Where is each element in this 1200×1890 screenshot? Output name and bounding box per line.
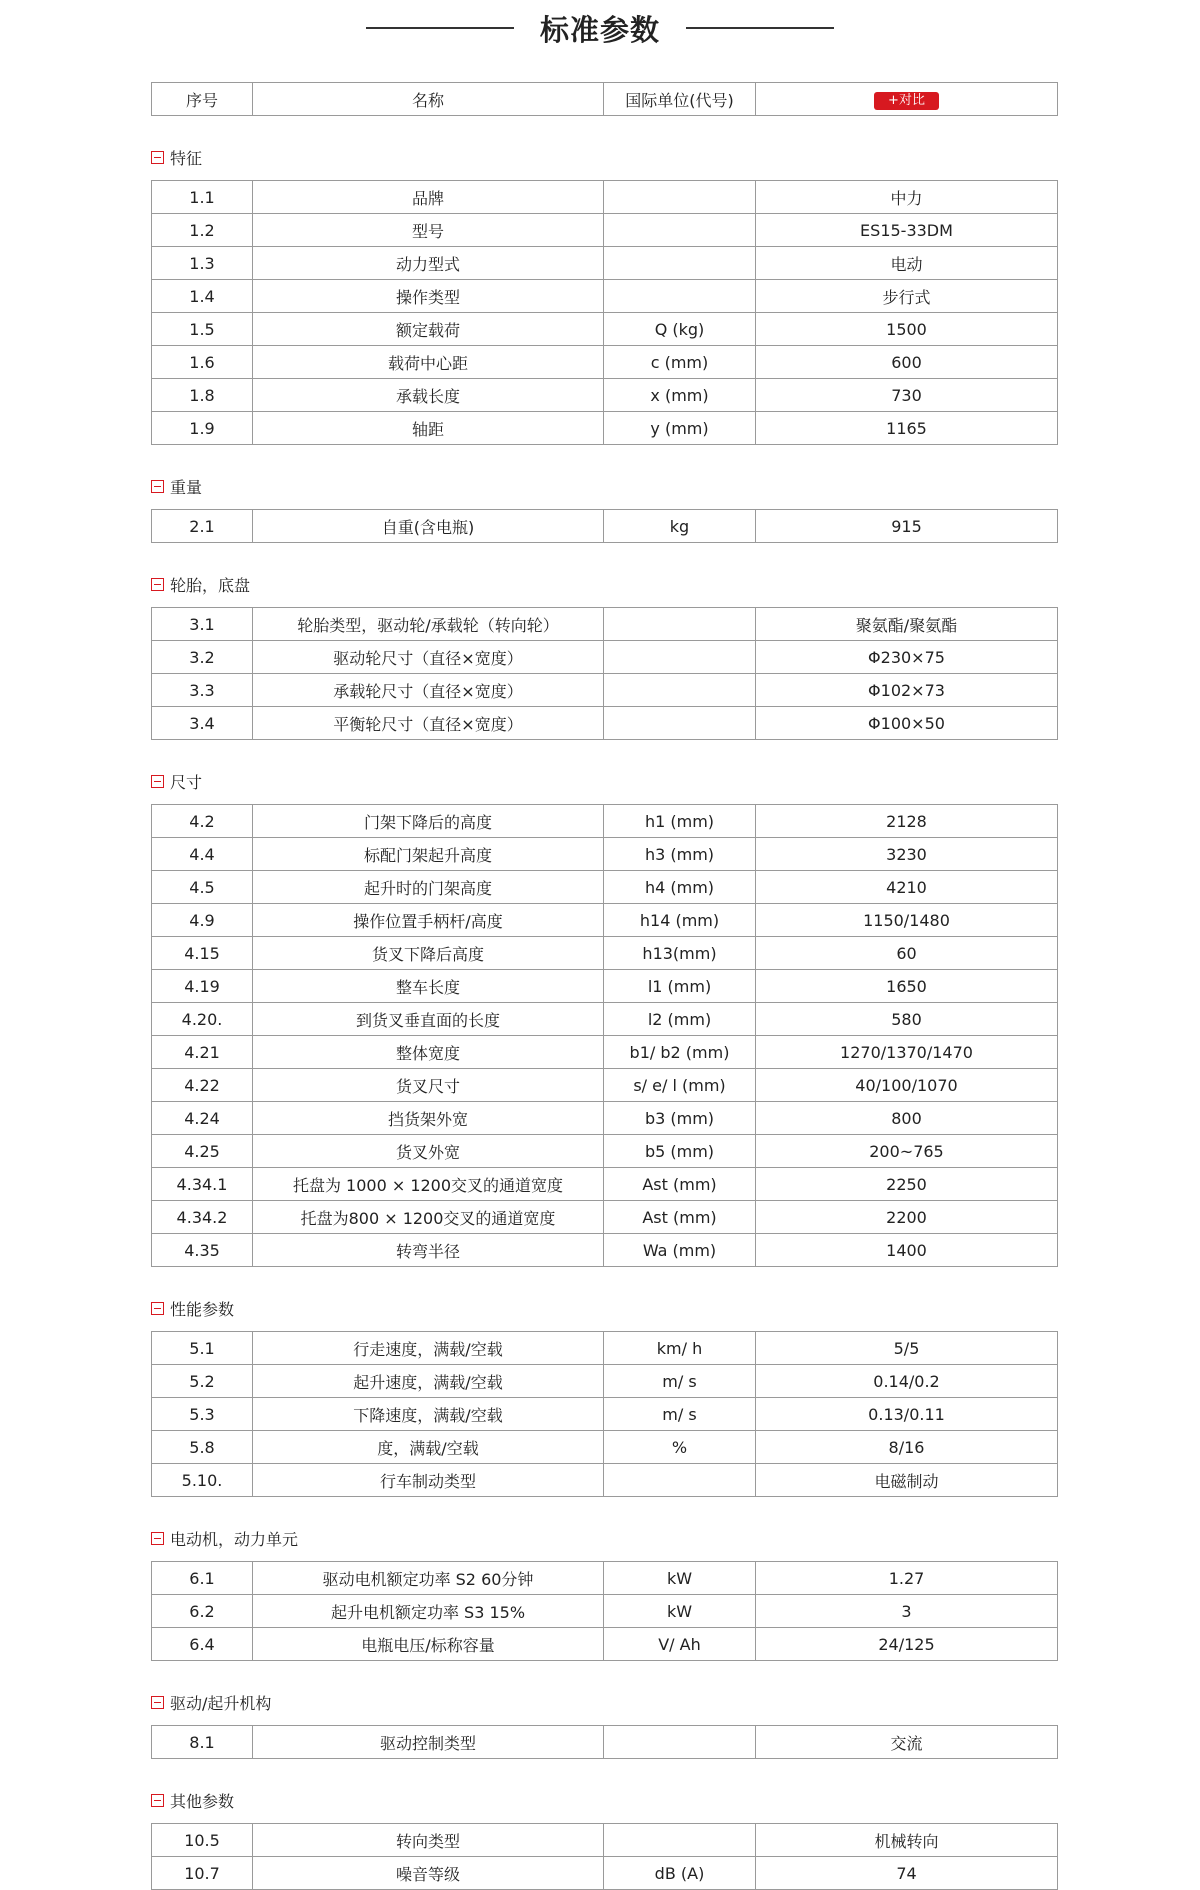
cell-no: 1.9: [152, 412, 253, 445]
spec-table: [151, 180, 1058, 445]
section-header[interactable]: [151, 1524, 1057, 1552]
cell-unit: Q (kg): [604, 313, 756, 346]
cell-name: 额定载荷: [253, 313, 604, 346]
cell-name: 品牌: [253, 181, 604, 214]
cell-unit: b5 (mm): [604, 1135, 756, 1168]
cell-value: ES15-33DM: [756, 214, 1058, 247]
cell-no: 4.15: [152, 937, 253, 970]
cell-no: 5.8: [152, 1431, 253, 1464]
cell-name: 货叉尺寸: [253, 1069, 604, 1102]
section-header[interactable]: [151, 570, 1057, 598]
cell-value: Φ102×73: [756, 674, 1058, 707]
section-header[interactable]: [151, 1688, 1057, 1716]
cell-name: 行车制动类型: [253, 1464, 604, 1497]
cell-name: 门架下降后的高度: [253, 805, 604, 838]
cell-unit: [604, 181, 756, 214]
cell-value: Φ100×50: [756, 707, 1058, 740]
table-row: [152, 1595, 1058, 1628]
cell-no: 6.1: [152, 1562, 253, 1595]
cell-no: 4.9: [152, 904, 253, 937]
cell-unit: [604, 280, 756, 313]
section-title: 其他参数: [170, 1791, 235, 1811]
header-col-name: 名称: [253, 83, 604, 116]
cell-name: 操作位置手柄杆/高度: [253, 904, 604, 937]
cell-name: 挡货架外宽: [253, 1102, 604, 1135]
spec-sections: [151, 143, 1057, 1890]
cell-name: 载荷中心距: [253, 346, 604, 379]
cell-name: 下降速度，满载/空载: [253, 1398, 604, 1431]
cell-no: 10.5: [152, 1824, 253, 1857]
cell-unit: km/ h: [604, 1332, 756, 1365]
cell-unit: kg: [604, 510, 756, 543]
cell-name: 行走速度，满载/空载: [253, 1332, 604, 1365]
cell-name: 操作类型: [253, 280, 604, 313]
collapse-minus-icon[interactable]: [151, 1794, 164, 1807]
cell-unit: l1 (mm): [604, 970, 756, 1003]
collapse-minus-icon[interactable]: [151, 1532, 164, 1545]
table-row: [152, 1036, 1058, 1069]
cell-name: 转向类型: [253, 1824, 604, 1857]
cell-no: 2.1: [152, 510, 253, 543]
cell-value: Φ230×75: [756, 641, 1058, 674]
cell-value: 40/100/1070: [756, 1069, 1058, 1102]
header-col-compare: [756, 83, 1058, 116]
table-row: [152, 937, 1058, 970]
cell-unit: h3 (mm): [604, 838, 756, 871]
cell-unit: [604, 641, 756, 674]
cell-name: 起升时的门架高度: [253, 871, 604, 904]
cell-name: 托盘为 1000 × 1200交叉的通道宽度: [253, 1168, 604, 1201]
cell-value: 电动: [756, 247, 1058, 280]
spec-table: [151, 1331, 1058, 1497]
cell-value: 3: [756, 1595, 1058, 1628]
cell-unit: l2 (mm): [604, 1003, 756, 1036]
table-row: [152, 412, 1058, 445]
cell-unit: b1/ b2 (mm): [604, 1036, 756, 1069]
cell-no: 3.2: [152, 641, 253, 674]
cell-name: 承载轮尺寸（直径×宽度）: [253, 674, 604, 707]
collapse-minus-icon[interactable]: [151, 151, 164, 164]
cell-name: 电瓶电压/标称容量: [253, 1628, 604, 1661]
cell-value: 200~765: [756, 1135, 1058, 1168]
spec-table: [151, 1725, 1058, 1759]
cell-unit: m/ s: [604, 1365, 756, 1398]
section-header[interactable]: [151, 472, 1057, 500]
cell-unit: Ast (mm): [604, 1201, 756, 1234]
cell-name: 噪音等级: [253, 1857, 604, 1890]
section-header[interactable]: [151, 1786, 1057, 1814]
cell-value: 60: [756, 937, 1058, 970]
spec-header-row: [152, 83, 1058, 116]
cell-name: 托盘为800 × 1200交叉的通道宽度: [253, 1201, 604, 1234]
cell-no: 4.19: [152, 970, 253, 1003]
cell-name: 起升速度，满载/空载: [253, 1365, 604, 1398]
section-title: 特征: [170, 148, 203, 168]
table-row: [152, 379, 1058, 412]
table-row: [152, 1628, 1058, 1661]
cell-unit: y (mm): [604, 412, 756, 445]
cell-value: 聚氨酯/聚氨酯: [756, 608, 1058, 641]
cell-value: 1.27: [756, 1562, 1058, 1595]
table-row: [152, 1234, 1058, 1267]
table-row: [152, 1168, 1058, 1201]
cell-unit: kW: [604, 1562, 756, 1595]
cell-unit: s/ e/ l (mm): [604, 1069, 756, 1102]
cell-value: 915: [756, 510, 1058, 543]
cell-value: 0.13/0.11: [756, 1398, 1058, 1431]
cell-no: 8.1: [152, 1726, 253, 1759]
cell-name: 轮胎类型，驱动轮/承载轮（转向轮）: [253, 608, 604, 641]
cell-name: 整体宽度: [253, 1036, 604, 1069]
table-row: [152, 1464, 1058, 1497]
section-title: 重量: [170, 477, 203, 497]
table-row: [152, 181, 1058, 214]
collapse-minus-icon[interactable]: [151, 1696, 164, 1709]
compare-button[interactable]: +对比: [874, 92, 939, 110]
cell-name: 起升电机额定功率 S3 15%: [253, 1595, 604, 1628]
cell-name: 整车长度: [253, 970, 604, 1003]
cell-no: 3.4: [152, 707, 253, 740]
table-row: [152, 970, 1058, 1003]
cell-no: 1.5: [152, 313, 253, 346]
cell-name: 驱动电机额定功率 S2 60分钟: [253, 1562, 604, 1595]
cell-value: 机械转向: [756, 1824, 1058, 1857]
spec-table: [151, 804, 1058, 1267]
cell-value: 1500: [756, 313, 1058, 346]
section-title: 尺寸: [170, 772, 203, 792]
title-left-rule: [366, 27, 514, 29]
cell-name: 标配门架起升高度: [253, 838, 604, 871]
table-row: [152, 510, 1058, 543]
cell-unit: h4 (mm): [604, 871, 756, 904]
cell-no: 4.22: [152, 1069, 253, 1102]
table-row: [152, 1201, 1058, 1234]
table-row: [152, 1332, 1058, 1365]
collapse-minus-icon[interactable]: [151, 1302, 164, 1315]
cell-unit: [604, 1726, 756, 1759]
table-row: [152, 1102, 1058, 1135]
cell-value: 2250: [756, 1168, 1058, 1201]
cell-value: 1150/1480: [756, 904, 1058, 937]
table-row: [152, 608, 1058, 641]
cell-name: 货叉外宽: [253, 1135, 604, 1168]
table-row: [152, 674, 1058, 707]
cell-value: 3230: [756, 838, 1058, 871]
table-row: [152, 805, 1058, 838]
cell-value: 中力: [756, 181, 1058, 214]
cell-unit: %: [604, 1431, 756, 1464]
cell-unit: [604, 608, 756, 641]
cell-value: 2128: [756, 805, 1058, 838]
cell-no: 5.2: [152, 1365, 253, 1398]
cell-name: 驱动轮尺寸（直径×宽度）: [253, 641, 604, 674]
table-row: [152, 1135, 1058, 1168]
cell-no: 3.3: [152, 674, 253, 707]
cell-no: 4.24: [152, 1102, 253, 1135]
table-row: [152, 280, 1058, 313]
cell-no: 1.2: [152, 214, 253, 247]
cell-no: 1.8: [152, 379, 253, 412]
spec-table: [151, 607, 1058, 740]
cell-unit: dB (A): [604, 1857, 756, 1890]
cell-value: 24/125: [756, 1628, 1058, 1661]
cell-name: 到货叉垂直面的长度: [253, 1003, 604, 1036]
cell-unit: [604, 214, 756, 247]
table-row: [152, 1824, 1058, 1857]
cell-value: 8/16: [756, 1431, 1058, 1464]
cell-value: 1270/1370/1470: [756, 1036, 1058, 1069]
spec-header-table: [151, 82, 1058, 116]
table-row: [152, 313, 1058, 346]
cell-no: 5.10.: [152, 1464, 253, 1497]
cell-value: 步行式: [756, 280, 1058, 313]
table-row: [152, 641, 1058, 674]
cell-name: 承载长度: [253, 379, 604, 412]
cell-unit: V/ Ah: [604, 1628, 756, 1661]
cell-no: 5.1: [152, 1332, 253, 1365]
cell-value: 600: [756, 346, 1058, 379]
collapse-minus-icon[interactable]: [151, 480, 164, 493]
cell-value: 2200: [756, 1201, 1058, 1234]
cell-name: 轴距: [253, 412, 604, 445]
table-row: [152, 214, 1058, 247]
section-title: 驱动/起升机构: [170, 1693, 272, 1713]
cell-value: 1650: [756, 970, 1058, 1003]
collapse-minus-icon[interactable]: [151, 775, 164, 788]
cell-name: 度，满载/空载: [253, 1431, 604, 1464]
cell-unit: x (mm): [604, 379, 756, 412]
table-row: [152, 1431, 1058, 1464]
spec-table: [151, 509, 1058, 543]
page-header: [0, 0, 1200, 56]
cell-no: 10.7: [152, 1857, 253, 1890]
cell-value: 1400: [756, 1234, 1058, 1267]
table-row: [152, 871, 1058, 904]
section-header[interactable]: [151, 1294, 1057, 1322]
cell-unit: h1 (mm): [604, 805, 756, 838]
cell-no: 1.3: [152, 247, 253, 280]
table-row: [152, 1003, 1058, 1036]
cell-no: 4.21: [152, 1036, 253, 1069]
cell-name: 转弯半径: [253, 1234, 604, 1267]
cell-name: 驱动控制类型: [253, 1726, 604, 1759]
cell-value: 交流: [756, 1726, 1058, 1759]
cell-unit: kW: [604, 1595, 756, 1628]
cell-no: 4.20.: [152, 1003, 253, 1036]
cell-no: 3.1: [152, 608, 253, 641]
cell-no: 4.5: [152, 871, 253, 904]
table-row: [152, 247, 1058, 280]
cell-unit: b3 (mm): [604, 1102, 756, 1135]
cell-unit: m/ s: [604, 1398, 756, 1431]
table-row: [152, 1857, 1058, 1890]
table-row: [152, 1562, 1058, 1595]
cell-name: 型号: [253, 214, 604, 247]
table-row: [152, 1398, 1058, 1431]
cell-no: 1.4: [152, 280, 253, 313]
cell-value: 电磁制动: [756, 1464, 1058, 1497]
cell-unit: Ast (mm): [604, 1168, 756, 1201]
cell-value: 74: [756, 1857, 1058, 1890]
cell-unit: [604, 1464, 756, 1497]
section-title: 电动机，动力单元: [170, 1529, 299, 1549]
cell-no: 5.3: [152, 1398, 253, 1431]
table-row: [152, 346, 1058, 379]
cell-no: 1.6: [152, 346, 253, 379]
cell-value: 1165: [756, 412, 1058, 445]
header-col-no: 序号: [152, 83, 253, 116]
cell-no: 4.35: [152, 1234, 253, 1267]
cell-name: 动力型式: [253, 247, 604, 280]
section-header[interactable]: [151, 767, 1057, 795]
spec-table: [151, 1561, 1058, 1661]
cell-unit: Wa (mm): [604, 1234, 756, 1267]
cell-no: 6.2: [152, 1595, 253, 1628]
cell-name: 自重(含电瓶): [253, 510, 604, 543]
cell-no: 1.1: [152, 181, 253, 214]
table-row: [152, 838, 1058, 871]
cell-no: 6.4: [152, 1628, 253, 1661]
collapse-minus-icon[interactable]: [151, 578, 164, 591]
section-title: 性能参数: [170, 1299, 235, 1319]
table-row: [152, 1726, 1058, 1759]
cell-no: 4.34.1: [152, 1168, 253, 1201]
spec-table: [151, 1823, 1058, 1890]
cell-name: 货叉下降后高度: [253, 937, 604, 970]
page-title: 标准参数: [539, 12, 660, 47]
title-right-rule: [686, 27, 834, 29]
cell-value: 0.14/0.2: [756, 1365, 1058, 1398]
table-row: [152, 1365, 1058, 1398]
cell-value: 5/5: [756, 1332, 1058, 1365]
section-title: 轮胎，底盘: [170, 575, 251, 595]
cell-no: 4.34.2: [152, 1201, 253, 1234]
cell-value: 4210: [756, 871, 1058, 904]
cell-no: 4.2: [152, 805, 253, 838]
cell-unit: [604, 674, 756, 707]
cell-unit: [604, 707, 756, 740]
cell-value: 730: [756, 379, 1058, 412]
table-row: [152, 904, 1058, 937]
cell-unit: h14 (mm): [604, 904, 756, 937]
cell-unit: [604, 247, 756, 280]
header-col-unit: 国际单位(代号): [604, 83, 756, 116]
cell-no: 4.25: [152, 1135, 253, 1168]
cell-unit: c (mm): [604, 346, 756, 379]
cell-name: 平衡轮尺寸（直径×宽度）: [253, 707, 604, 740]
cell-unit: [604, 1824, 756, 1857]
cell-unit: h13(mm): [604, 937, 756, 970]
section-header[interactable]: [151, 143, 1057, 171]
cell-value: 580: [756, 1003, 1058, 1036]
cell-value: 800: [756, 1102, 1058, 1135]
cell-no: 4.4: [152, 838, 253, 871]
table-row: [152, 707, 1058, 740]
table-row: [152, 1069, 1058, 1102]
spec-content: [151, 82, 1057, 1890]
